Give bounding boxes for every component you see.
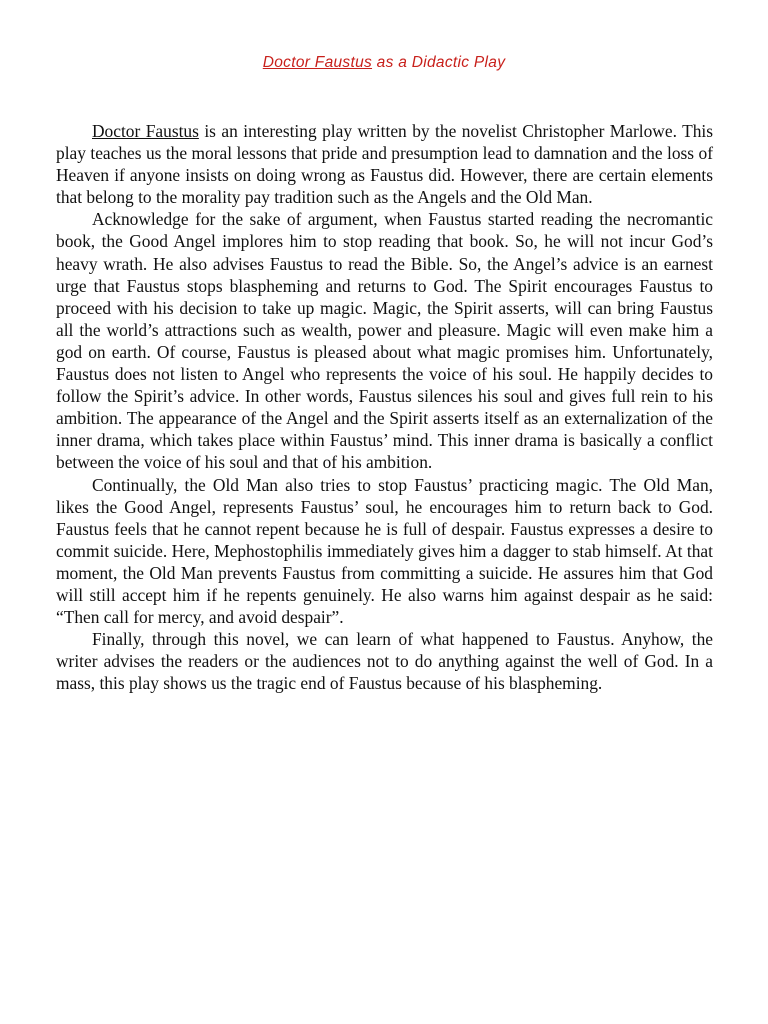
paragraph-1 — [56, 120, 713, 208]
paragraph-4: Finally, through this novel, we can learn of what happened to Faustus. Anyhow, the writer advises the readers or the audiences not to do anything against the well of God. In a mass, this play shows us the tragic end of Faustus because of his blaspheming. — [56, 629, 713, 694]
document-title — [0, 54, 768, 72]
paragraph-2: Acknowledge for the sake of argument, when Faustus started reading the necromantic book, the Good Angel implores him to stop reading that book. So, he will not incur God’s heavy wrath. He also advises Faustus to read the Bible. So, the Angel’s advice is an earnest urge that Faustus stops blaspheming and returns to God. The Spirit encourages Faustus to proceed with his decision to take up magic. Magic, the Spirit asserts, will can bring Faustus all the world’s attractions such as wealth, power and pleasure. Magic will even make him a god on earth. Of course, Faustus is pleased about what magic promises him. Unfortunately, Faustus does not listen to Angel who represents the voice of his soul. He happily decides to follow the Spirit’s advice. In other words, Faustus silences his soul and gives full rein to his ambition. The appearance of the Angel and the Spirit asserts itself as an externalization of the inner drama, which takes place within Faustus’ mind. This inner drama is basically a conflict between the voice of his soul and that of his ambition. — [56, 209, 713, 473]
paragraph-3: Continually, the Old Man also tries to stop Faustus’ practicing magic. The Old Man, likes the Good Angel, represents Faustus’ soul, he encourages him to return back to God. Faustus feels that he cannot repent because he is full of despair. Faustus expresses a desire to commit suicide. Here, Mephostophilis immediately gives him a dagger to stab himself. At that moment, the Old Man prevents Faustus from committing a suicide. He assures him that God will still accept him if he repents genuinely. He also warns him against despair as he said: “Then call for mercy, and avoid despair”. — [56, 474, 713, 628]
paragraph-1-text: is an interesting play written by the novelist Christopher Marlowe. This play teaches us the moral lessons that pride and presumption lead to damnation and the loss of Heaven if anyone insists on doing wrong as Faustus did. However, there are certain elements that belong to the morality pay tradition such as the Angels and the Old Man. — [56, 121, 713, 208]
paragraph-1-lead: Doctor Faustus — [92, 121, 199, 141]
document-body — [56, 120, 713, 694]
title-rest: as a Didactic Play — [372, 54, 506, 71]
title-emphasis: Doctor Faustus — [262, 54, 373, 71]
